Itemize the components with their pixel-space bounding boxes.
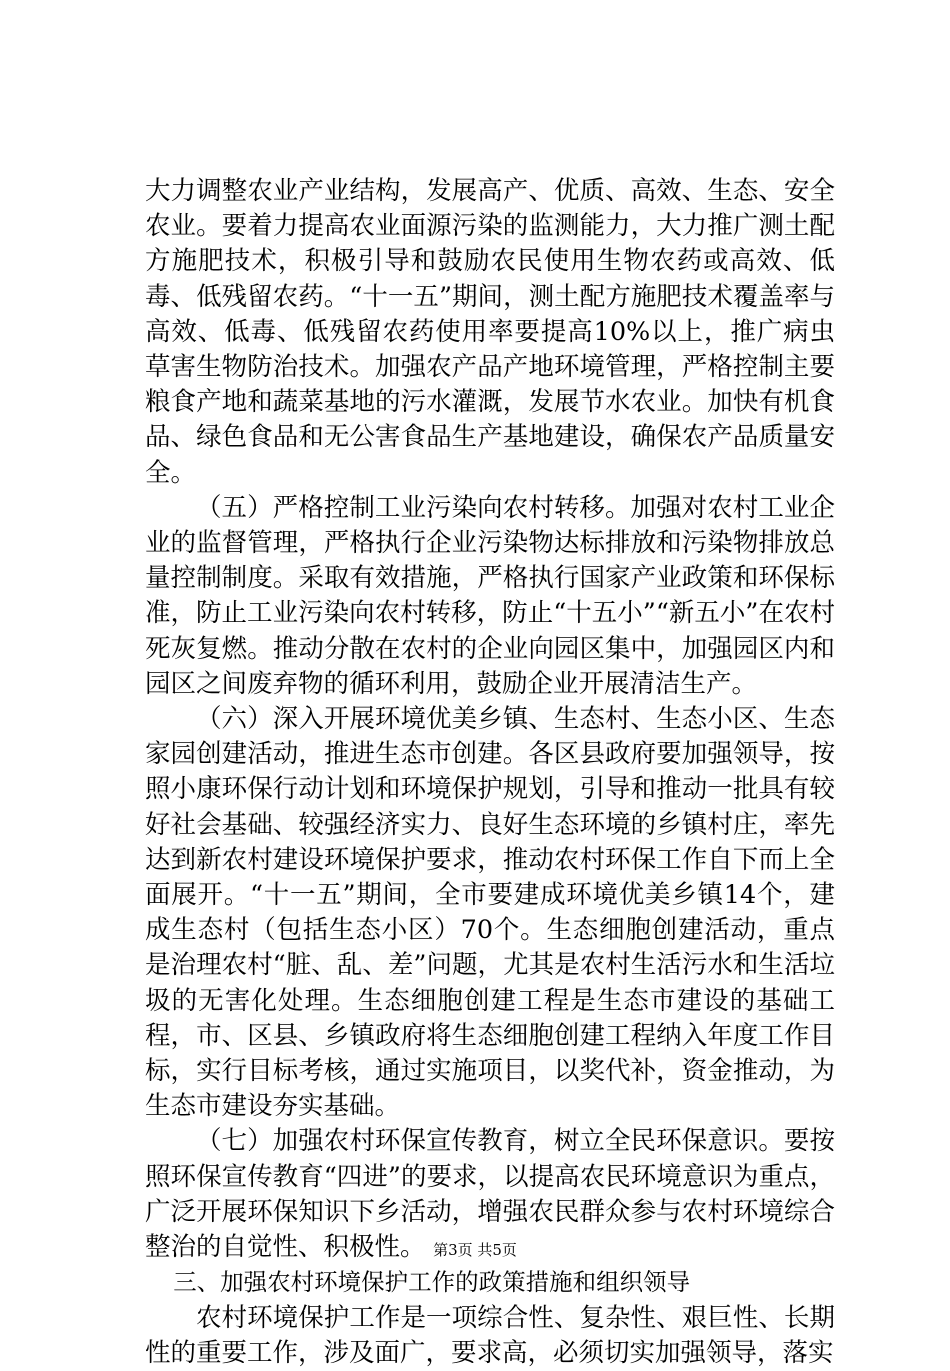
paragraph-section-7: （七）加强农村环保宣传教育，树立全民环保意识。要按照环保宣传教育“四进”的要求，以提高农民环境意识为重点，广泛开展环保知识下乡活动，增强农民群众参与农村环境综合整治的自觉性、积极性。: [145, 1126, 835, 1263]
document-body: [145, 174, 835, 1371]
page-footer: [0, 1240, 950, 1260]
section-heading: 三、加强农村环境保护工作的政策措施和组织领导: [173, 1268, 691, 1297]
paragraph-continued: 大力调整农业产业结构，发展高产、优质、高效、生态、安全农业。要着力提高农业面源污染的监测能力，大力推广测土配方施肥技术，积极引导和鼓励农民使用生物农药或高效、低毒、低残留农药。“十一五”期间，测土配方施肥技术覆盖率与高效、低毒、低残留农药使用率要提高10%以上，推广病虫草害生物防治技术。加强农产品产地环境管理，严格控制主要粮食产地和蔬菜基地的污水灌溉，发展节水农业。加快有机食品、绿色食品和无公害食品生产基地建设，确保农产品质量安全。: [145, 176, 835, 488]
paragraph-section-5: （五）严格控制工业污染向农村转移。加强对农村工业企业的监督管理，严格执行企业污染物达标排放和污染物排放总量控制制度。采取有效措施，严格执行国家产业政策和环保标准，防止工业污染向农村转移，防止“十五小”“新五小”在农村死灰复燃。推动分散在农村的企业向园区集中，加强园区内和园区之间废弃物的循环利用，鼓励企业开展清洁生产。: [145, 492, 835, 699]
paragraph-section-6: （六）深入开展环境优美乡镇、生态村、生态小区、生态家园创建活动，推进生态市创建。各区县政府要加强领导，按照小康环保行动计划和环境保护规划，引导和推动一批具有较好社会基础、较强经济实力、良好生态环境的乡镇村庄，率先达到新农村建设环境保护要求，推动农村环保工作自下而上全面展开。“十一五”期间，全市要建成环境优美乡镇14个，建成生态村（包括生态小区）70个。生态细胞创建活动，重点是治理农村“脏、乱、差”问题，尤其是农村生活污水和生活垃圾的无害化处理。生态细胞创建工程是生态市建设的基础工程，市、区县、乡镇政府将生态细胞创建工程纳入年度工作目标，实行目标考核，通过实施项目，以奖代补，资金推动，为生态市建设夯实基础。: [145, 704, 835, 1122]
paragraph-closing: 农村环境保护工作是一项综合性、复杂性、艰巨性、长期性的重要工作，涉及面广，要求高，必须切实加强领导，落实: [145, 1302, 835, 1368]
page-number-label: 第3页 共5页: [433, 1241, 517, 1259]
